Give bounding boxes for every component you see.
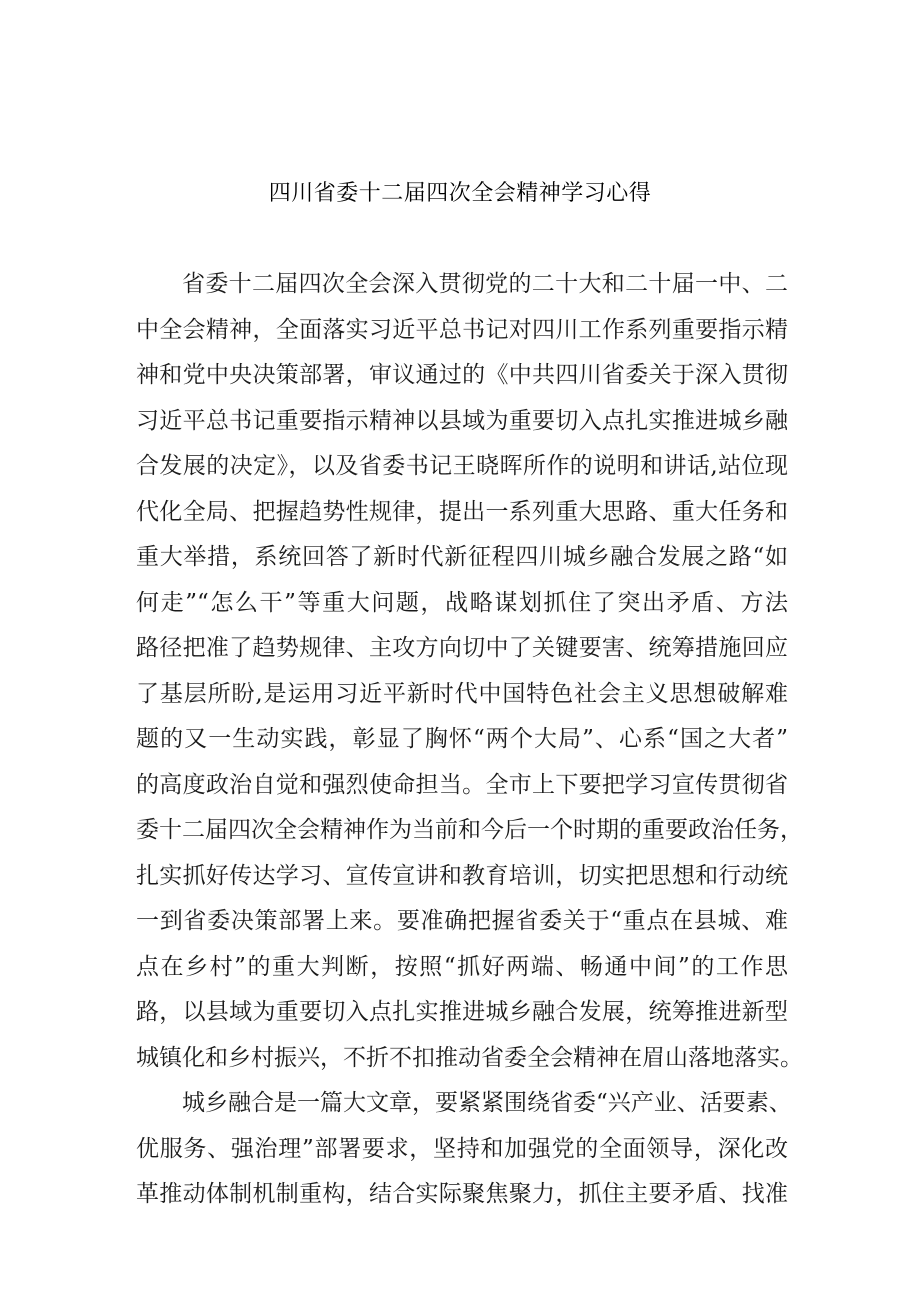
paragraph-2-line: 城乡融合是一篇大文章，要紧紧围绕省委“兴产业、活要素、 — [182, 1090, 792, 1116]
paragraph-1-line: 省委十二届四次全会深入贯彻党的二十大和二十届一中、二 — [182, 271, 788, 297]
paragraph-1-line: 一到省委决策部署上来。要准确把握省委关于“重点在县城、难 — [136, 908, 788, 934]
paragraph-1-line: 委十二届四次全会精神作为当前和今后一个时期的重要政治任务， — [136, 817, 803, 843]
paragraph-1-line: 重大举措，系统回答了新时代新征程四川城乡融合发展之路“如 — [136, 544, 788, 570]
paragraph-2-line: 优服务、强治理”部署要求，坚持和加强党的全面领导，深化改 — [136, 1135, 788, 1162]
paragraph-1-line: 习近平总书记重要指示精神以县域为重要切入点扎实推进城乡融 — [136, 407, 788, 434]
paragraph-1-line: 路，以县域为重要切入点扎实推进城乡融合发展，统筹推进新型 — [136, 999, 788, 1025]
paragraph-1-line: 代化全局、把握趋势性规律，提出一系列重大思路、重大任务和 — [136, 498, 788, 525]
paragraph-1-line: 城镇化和乡村振兴，不折不扣推动省委全会精神在眉山落地落实。 — [136, 1044, 803, 1071]
document-body — [136, 262, 803, 1218]
paragraph-1-line: 扎实抓好传达学习、宣传宣讲和教育培训，切实把思想和行动统 — [136, 862, 788, 889]
paragraph-1-line: 点在乡村”的重大判断，按照“抓好两端、畅通中间”的工作思 — [136, 953, 788, 980]
paragraph-1-line: 何走”“怎么干”等重大问题，战略谋划抓住了突出矛盾、方法 — [136, 589, 788, 616]
paragraph-1-line: 中全会精神，全面落实习近平总书记对四川工作系列重要指示精 — [136, 316, 788, 343]
paragraph-1-line: 神和党中央决策部署，审议通过的《中共四川省委关于深入贯彻 — [136, 362, 788, 388]
paragraph-1-line: 路径把准了趋势规律、主攻方向切中了关键要害、统筹措施回应 — [136, 635, 788, 661]
paragraph-1-line: 合发展的决定》，以及省委书记王晓晖所作的说明和讲话,站位现 — [136, 453, 788, 479]
paragraph-2-line: 革推动体制机制重构，结合实际聚焦聚力，抓住主要矛盾、找准 — [136, 1181, 788, 1207]
paragraph-1-line: 了基层所盼,是运用习近平新时代中国特色社会主义思想破解难 — [136, 680, 788, 707]
paragraph-1-line: 题的又一生动实践，彰显了胸怀“两个大局”、心系“国之大者” — [136, 726, 788, 752]
paragraph-1-line: 的高度政治自觉和强烈使命担当。全市上下要把学习宣传贯彻省 — [136, 771, 788, 798]
document-title: 四川省委十二届四次全会精神学习心得 — [268, 181, 652, 206]
